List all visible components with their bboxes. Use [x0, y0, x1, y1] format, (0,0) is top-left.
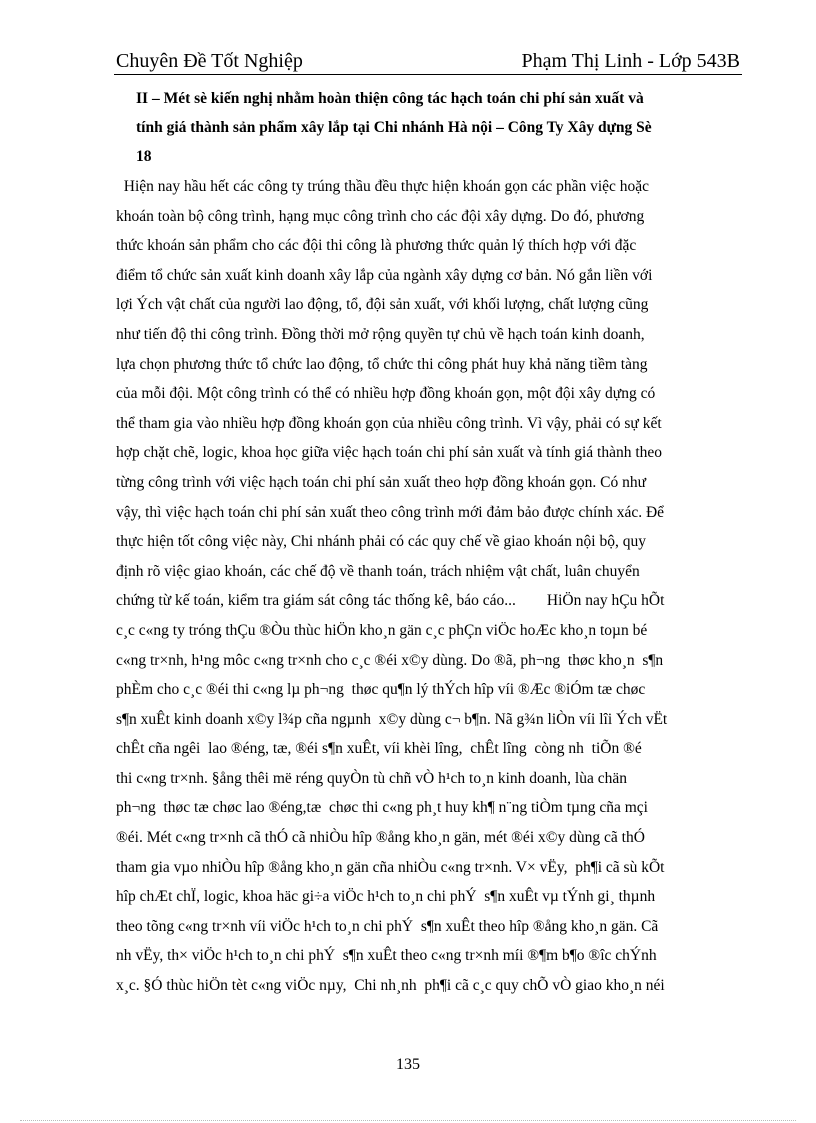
page-number: 135	[396, 1056, 420, 1073]
body-line: định rõ việc giao khoán, các chế độ về thanh toán, trách nhiệm vật chất, luân chuyển	[116, 562, 640, 580]
body-line: của mỗi đội. Một công trình có thể có nhiều hợp đồng khoán gọn, một đội xây dựng có	[116, 385, 656, 403]
section-heading-line: tính giá thành sản phẩm xây lắp tại Chi nhánh Hà nội – Công Ty Xây dựng Sè	[136, 119, 652, 136]
body-line: như tiến độ thi công trình. Đồng thời mở rộng quyền tự chủ về hạch toán kinh doanh,	[116, 325, 645, 343]
section-heading-line: 18	[136, 148, 152, 165]
body-line: nh vËy, th× viÖc h¹ch to¸n chi phÝ s¶n xuÊt theo c«ng tr×nh míi ®¶m b¶o ®îc chÝnh	[116, 947, 657, 965]
body-line: chÊt cña ngêi lao ®éng, tæ, ®éi s¶n xuÊt, víi khèi lîng, chÊt lîng còng nh tiÕn ®é	[116, 740, 642, 758]
body-line: Hiện nay hầu hết các công ty trúng thầu đều thực hiện khoán gọn các phần việc hoặc	[116, 178, 650, 195]
body-line: thức khoán sản phẩm cho các đội thi công là phương thức quản lý thích hợp với đặc	[116, 237, 637, 255]
body-line: x¸c. §Ó thùc hiÖn tèt c«ng viÖc nµy, Chi nh¸nh ph¶i cã c¸c quy chÕ vÒ giao kho¸n néi	[116, 977, 665, 995]
body-line: vậy, thì việc hạch toán chi phí sản xuất theo công trình mới đảm bảo được chính xác. Để	[116, 503, 665, 521]
body-line: từng công trình với việc hạch toán chi phí sản xuất theo hợp đồng khoán gọn. Có như	[116, 473, 646, 491]
body-line: chứng từ kế toán, kiểm tra giám sát công tác thống kê, báo cáo... HiÖn nay hÇu hÕt	[116, 592, 665, 610]
section-heading-line: II – Mét sè kiến nghị nhằm hoàn thiện công tác hạch toán chi phí sản xuất và	[136, 90, 644, 107]
body-line: phÈm cho c¸c ®éi thi c«ng lµ ph¬ng thøc qu¶n lý thÝch hîp víi ®Æc ®iÓm tæ chøc	[116, 681, 646, 699]
body-line: lợi Ých vật chất của người lao động, tổ, đội sản xuất, với khối lượng, chất lượng cũng	[116, 296, 649, 314]
body-line: hợp chặt chẽ, logic, khoa học giữa việc hạch toán chi phí sản xuất và tính giá thành theo	[116, 444, 663, 462]
section-heading	[136, 84, 736, 171]
header-document-title: Chuyên Đề Tốt Nghiệp	[116, 50, 303, 72]
body-line: s¶n xuÊt kinh doanh x©y l¾p cña ngµnh x©y dùng c¬ b¶n. Nã g¾n liÒn víi lîi Ých vËt	[116, 710, 668, 728]
body-line: khoán toàn bộ công trình, hạng mục công trình cho các đội xây dựng. Do đó, phương	[116, 207, 645, 225]
page-bottom-divider	[20, 1120, 796, 1121]
body-line: ®éi. Mét c«ng tr×nh cã thÓ cã nhiÒu hîp ®ång kho¸n gän, mét ®éi x©y dùng cã thÓ	[116, 829, 645, 847]
body-line: theo tõng c«ng tr×nh víi viÖc h¹ch to¸n chi phÝ s¶n xuÊt theo hîp ®ång kho¸n gän. Cã	[116, 917, 659, 935]
body-line: thực hiện tốt công việc này, Chi nhánh phải có các quy chế về giao khoán nội bộ, quy	[116, 533, 646, 551]
body-line: c¸c c«ng ty tróng thÇu ®Òu thùc hiÖn kho¸n gän c¸c phÇn viÖc hoÆc kho¸n toµn bé	[116, 621, 648, 639]
body-line: thể tham gia vào nhiều hợp đồng khoán gọn của nhiều công trình. Vì vậy, phải có sự kết	[116, 414, 662, 432]
page-header	[114, 48, 742, 75]
body-line: lựa chọn phương thức tổ chức lao động, tổ chức thi công phát huy khả năng tiềm tàng	[116, 355, 648, 373]
body-line: ph¬ng thøc tæ chøc lao ®éng,tæ chøc thi c«ng ph¸t huy kh¶ n¨ng tiÒm tµng cña mçi	[116, 799, 648, 817]
body-paragraph	[116, 172, 744, 1001]
body-line: c«ng tr×nh, h¹ng môc c«ng tr×nh cho c¸c ®éi x©y dùng. Do ®ã, ph¬ng thøc kho¸n s¶n	[116, 651, 664, 669]
body-line: điểm tổ chức sản xuất kinh doanh xây lắp của ngành xây dựng cơ bản. Nó gắn liền với	[116, 266, 653, 284]
body-line: tham gia vµo nhiÒu hîp ®ång kho¸n gän cña nhiÒu c«ng tr×nh. V× vËy, ph¶i cã sù kÕt	[116, 858, 665, 876]
body-line: thi c«ng tr×nh. §ång thêi më réng quyÒn tù chñ vÒ h¹ch to¸n kinh doanh, lùa chän	[116, 769, 628, 787]
body-line: hîp chÆt chÏ, logic, khoa häc gi÷a viÖc h¹ch to¸n chi phÝ s¶n xuÊt vµ tÝnh gi¸ thµnh	[116, 888, 656, 906]
header-author-class: Phạm Thị Linh - Lớp 543B	[521, 50, 740, 72]
